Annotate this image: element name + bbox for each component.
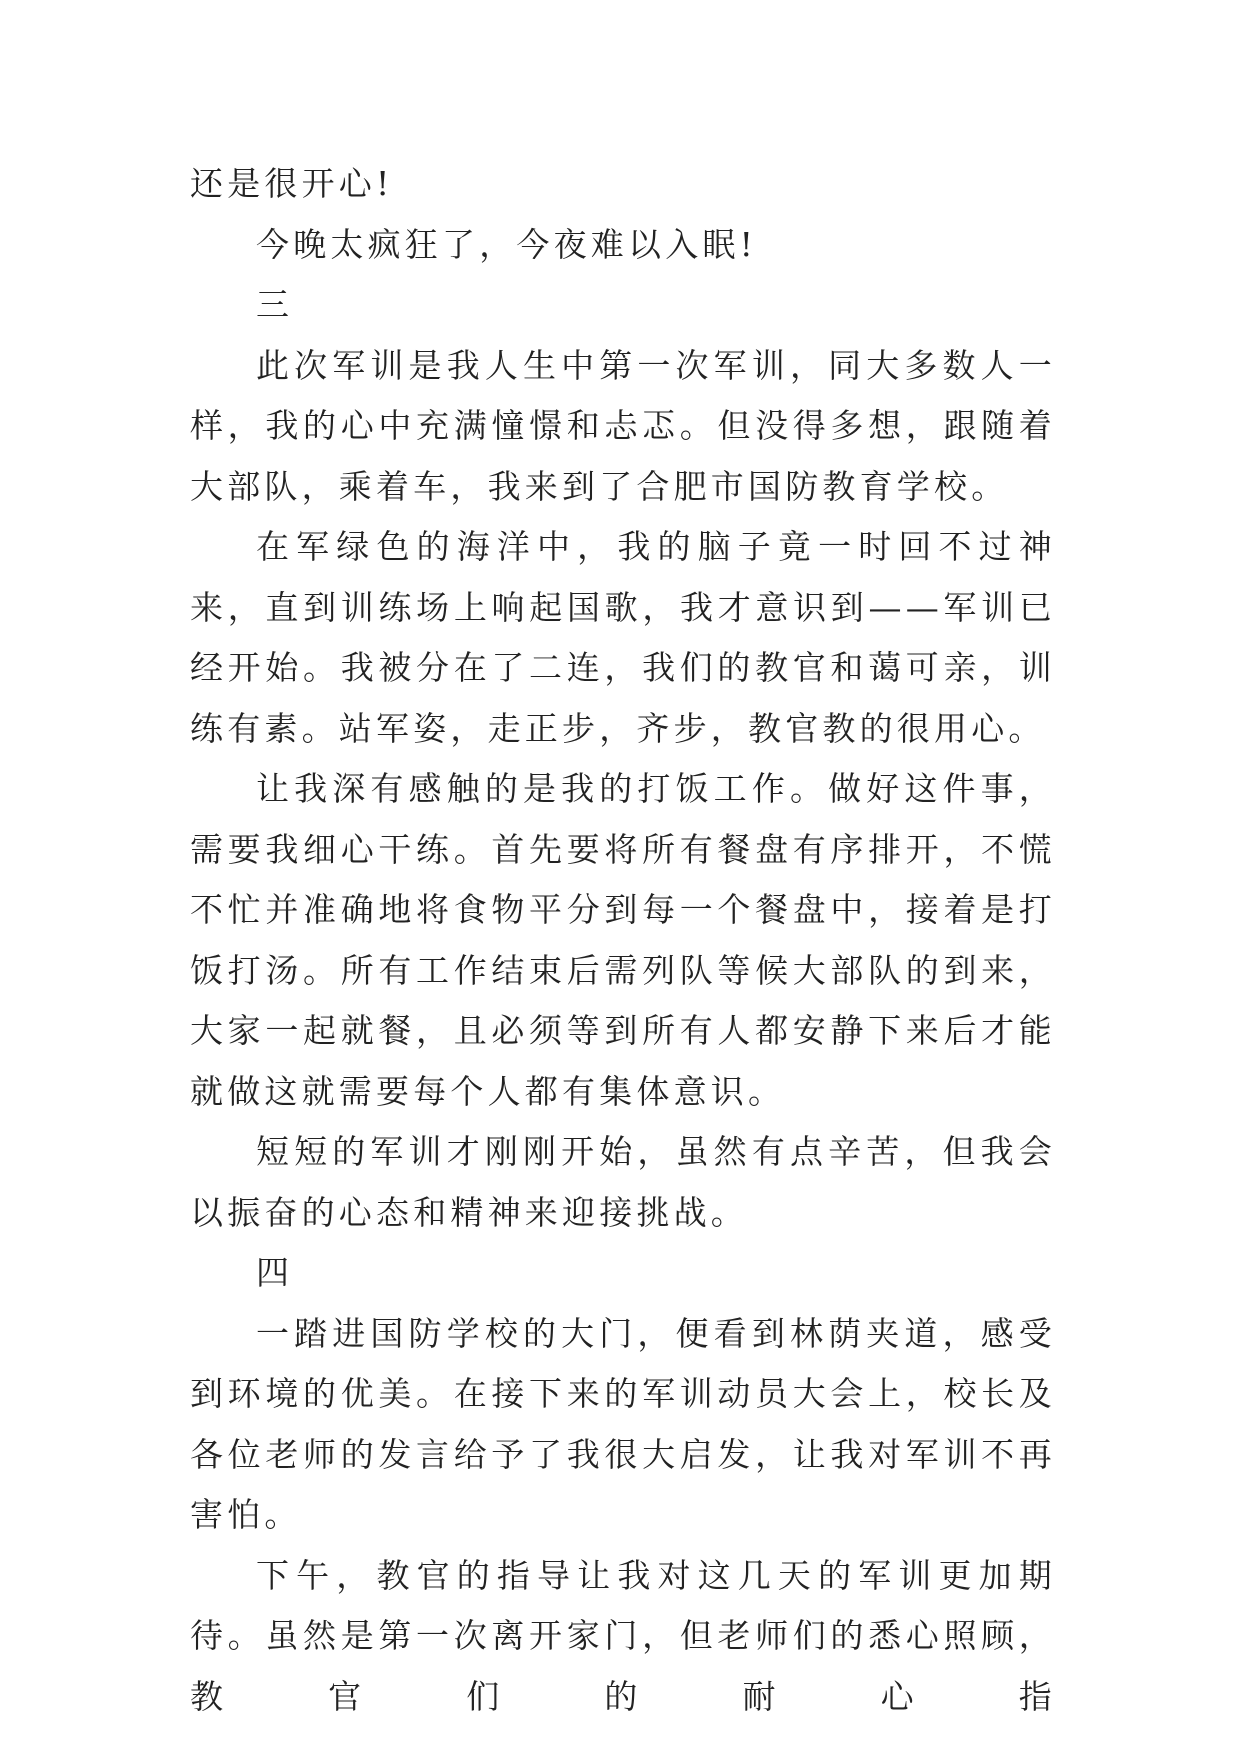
paragraph: 此次军训是我人生中第一次军训，同大多数人一样，我的心中充满憧憬和忐忑。但没得多想，跟随着大部队，乘着车，我来到了合肥市国防教育学校。 — [190, 345, 1056, 506]
paragraph: 今晚太疯狂了，今夜难以入眠! — [256, 224, 758, 264]
document-body — [190, 154, 1056, 1727]
paragraph-truncated: 下午，教官的指导让我对这几天的军训更加期待。虽然是第一次离开家门，但老师们的悉心照顾，教官们的耐心指 — [190, 1555, 1056, 1716]
section-heading-four: 四 — [256, 1253, 294, 1292]
paragraph: 一踏进国防学校的大门，便看到林荫夹道，感受到环境的优美。在接下来的军训动员大会上，校长及各位老师的发言给予了我很大启发，让我对军训不再害怕。 — [190, 1313, 1056, 1534]
section-heading-three: 三 — [256, 285, 294, 324]
paragraph: 让我深有感触的是我的打饭工作。做好这件事，需要我细心干练。首先要将所有餐盘有序排开，不慌不忙并准确地将食物平分到每一个餐盘中，接着是打饭打汤。所有工作结束后需列队等候大部队的到来，大家一起就餐，且必须等到所有人都安静下来后才能就做这就需要每个人都有集体意识。 — [190, 769, 1056, 1111]
paragraph-continuation: 还是很开心! — [190, 164, 394, 203]
paragraph: 在军绿色的海洋中，我的脑子竟一时回不过神来，直到训练场上响起国歌，我才意识到——军训已经开始。我被分在了二连，我们的教官和蔼可亲，训练有素。站军姿，走正步，齐步，教官教的很用心。 — [190, 527, 1056, 748]
paragraph: 短短的军训才刚刚开始，虽然有点辛苦，但我会以振奋的心态和精神来迎接挑战。 — [190, 1132, 1056, 1232]
